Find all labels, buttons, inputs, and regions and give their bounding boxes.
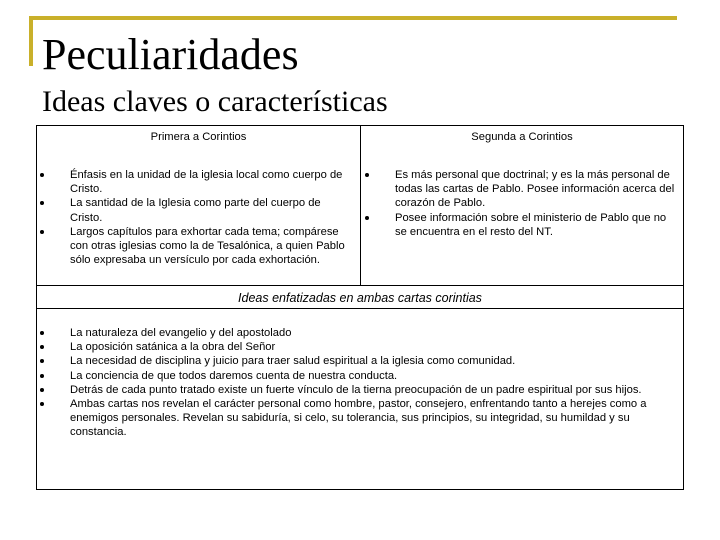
list-item	[70, 397, 682, 440]
list-item	[70, 369, 682, 383]
list-item-text: La oposición satánica a la obra del Señor	[70, 341, 276, 354]
list-item-text: Ambas cartas nos revelan el carácter personal como hombre, pastor, consejero, enfrentando tanto a herejes como a enemigos personales. Revelan su sabiduría, si celo, su tolerancia, sus principios, su integridad, su humildad y su constancia.	[70, 398, 647, 439]
row-divider-bottom	[37, 308, 683, 309]
list-item	[395, 211, 677, 239]
column-header-primera: Primera a Corintios	[150, 131, 247, 143]
bullet-icon	[365, 216, 369, 220]
slide-title: Peculiaridades	[42, 30, 299, 79]
shared-ideas-heading: Ideas enfatizadas en ambas cartas corintias	[238, 291, 482, 305]
bullet-icon	[40, 388, 44, 392]
primera-points-list	[70, 168, 355, 267]
bullet-icon	[40, 402, 44, 406]
bullet-icon	[40, 374, 44, 378]
list-item-text: La necesidad de disciplina y juicio para traer salud espiritual a la iglesia como comunidad.	[70, 355, 516, 368]
bullet-icon	[365, 173, 369, 177]
list-item	[70, 354, 682, 368]
list-item	[70, 326, 682, 340]
bullet-icon	[40, 331, 44, 335]
column-header-segunda: Segunda a Corintios	[471, 131, 573, 143]
list-item	[395, 168, 677, 211]
column-divider	[360, 126, 361, 285]
list-item	[70, 196, 355, 224]
list-item	[70, 340, 682, 354]
list-item-text: Detrás de cada punto tratado existe un fuerte vínculo de la tierna preocupación de un padre espiritual por sus hijos.	[70, 383, 642, 396]
list-item-text: Énfasis en la unidad de la iglesia local como cuerpo de Cristo.	[70, 169, 343, 196]
bullet-icon	[40, 345, 44, 349]
list-item-text: Posee información sobre el ministerio de Pablo que no se encuentra en el resto del NT.	[395, 211, 667, 238]
list-item-text: Es más personal que doctrinal; y es la más personal de todas las cartas de Pablo. Posee información acerca del corazón de Pablo.	[395, 169, 675, 210]
slide-subtitle: Ideas claves o características	[42, 85, 388, 118]
bullet-icon	[40, 230, 44, 234]
bullet-icon	[40, 359, 44, 363]
decorative-left-bar	[29, 16, 33, 66]
list-item	[70, 168, 355, 196]
shared-points-list	[70, 326, 682, 440]
bullet-icon	[40, 201, 44, 205]
list-item-text: La santidad de la Iglesia como parte del cuerpo de Cristo.	[70, 197, 321, 224]
comparison-table	[36, 125, 684, 490]
list-item-text: Largos capítulos para exhortar cada tema; compárese con otras iglesias como la de Tesalónica, a quien Pablo sólo expresaba un versículo por cada exhortación.	[70, 225, 345, 267]
list-item	[70, 383, 682, 397]
bullet-icon	[40, 173, 44, 177]
decorative-top-bar	[29, 16, 677, 20]
list-item	[70, 225, 355, 268]
list-item-text: La conciencia de que todos daremos cuenta de nuestra conducta.	[70, 369, 398, 382]
list-item-text: La naturaleza del evangelio y del apostolado	[70, 327, 292, 339]
row-divider-top	[37, 285, 683, 286]
segunda-points-list	[395, 168, 677, 239]
